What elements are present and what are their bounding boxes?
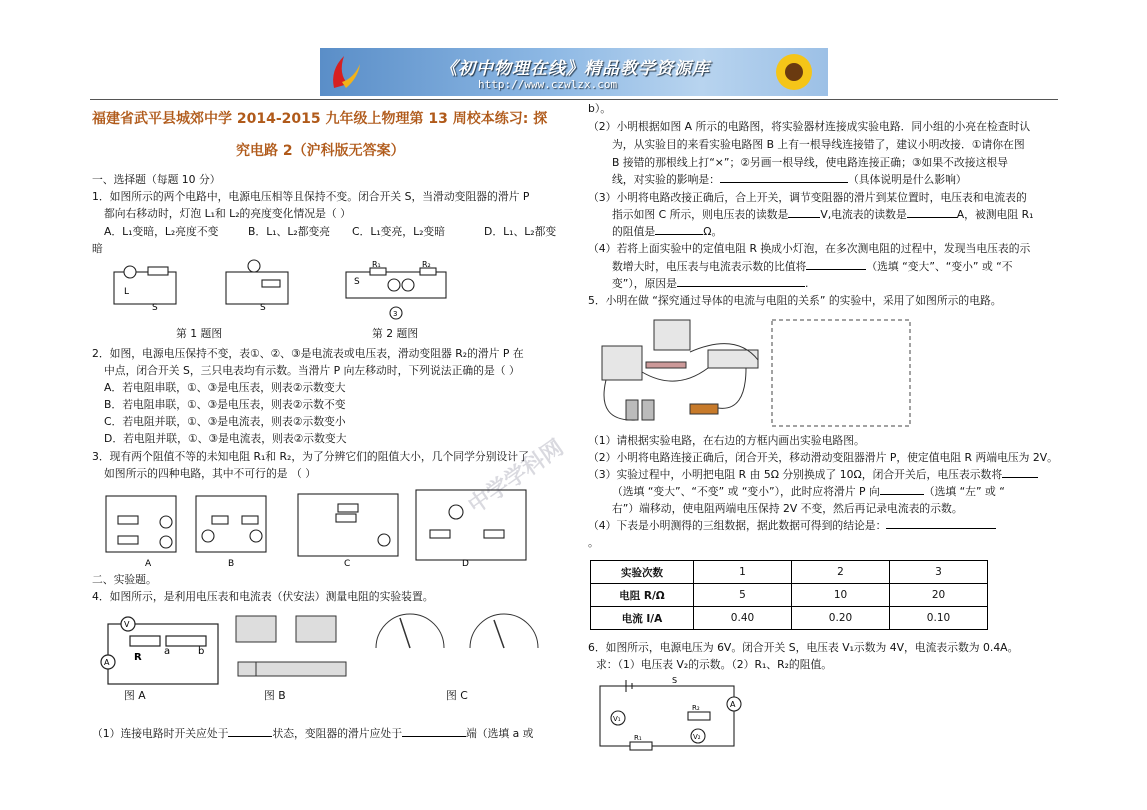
table-cell: 1 (694, 561, 792, 584)
svg-text:R: R (134, 652, 142, 663)
svg-text:R₂: R₂ (692, 704, 700, 712)
q3-line2: 如图所示的四种电路，其中不可行的是 （ ） (104, 467, 317, 480)
svg-text:a: a (164, 646, 171, 657)
page-title-line1: 福建省武平县城郊中学 2014-2015 九年级上物理第 13 周校本练习: 探 (92, 111, 548, 127)
svg-text:D: D (462, 559, 469, 569)
q5-part4-line (588, 518, 996, 533)
q4-part1-tail: b）。 (588, 102, 612, 115)
q2-line1: 2．如图，电源电压保持不变，表①、②、③是电流表或电压表，滑动变阻器 R₂的滑片 P 在 (92, 347, 524, 360)
q4-part4-line3: 变”），原因是 . (612, 277, 809, 290)
q4-part2-line4 (612, 172, 967, 187)
q1-option-d: D．L₁、L₂都变 (484, 225, 557, 238)
q4-part1-blank-2[interactable] (402, 736, 466, 737)
table-cell: 实验次数 (591, 561, 694, 584)
q5-part3-text-c: （选填 “左” 或 “ (923, 485, 1005, 498)
q4-line1: 4．如图所示，是利用电压表和电流表（伏安法）测量电阻的实验装置。 (92, 590, 434, 603)
q1-q2-circuit-figures (108, 258, 548, 322)
table-cell: 20 (890, 584, 988, 607)
svg-text:V: V (124, 620, 130, 629)
table-cell: 10 (792, 584, 890, 607)
table-cell: 0.20 (792, 607, 890, 630)
fig1-caption: 第 1 题图 (176, 327, 223, 340)
table-cell: 电流 I/A (591, 607, 694, 630)
q5-part1: （1）请根据实验电路，在右边的方框内画出实验电路图。 (588, 434, 865, 447)
q4-part3-text-d: 的阻值是 (612, 225, 656, 238)
q4-part2-line1: （2）小明根据如图 A 所示的电路图，将实验器材连接成实验电路．同小组的小亮在检查时认 (588, 120, 1031, 133)
q4-part1-text-b: 状态，变阻器的滑片应处于 (272, 727, 402, 740)
table-header-row (591, 561, 988, 584)
table-cell: 2 (792, 561, 890, 584)
q5-part2: （2）小明将电路连接正确后，闭合开关，移动滑动变阻器滑片 P，使定值电阻 R 两端电压为 2V。 (588, 451, 1058, 464)
q4-part4-line1: （4）若将上面实验中的定值电阻 R 换成小灯泡，在多次测电阻的过程中，发现当电压表的示 (588, 242, 1031, 255)
header-rule (90, 99, 1058, 100)
table-row (591, 607, 988, 630)
q4-part4-text-b: （选填 “变大”、“变小” 或 “不 (866, 260, 1013, 273)
section-heading-choice: 一、选择题（每题 10 分） (92, 173, 221, 186)
q5-part4-tail: 。 (588, 536, 599, 549)
q4-part1-line (92, 726, 533, 741)
q4-figures (100, 606, 570, 702)
svg-text:A: A (730, 700, 736, 709)
svg-text:L: L (124, 287, 130, 297)
q2-option-b: B．若电阻串联，①、③是电压表，则表②示数不变 (104, 398, 346, 411)
q4-part4-line2 (612, 259, 1013, 274)
q5-part3-text-a: （3）实验过程中，小明把电阻 R 由 5Ω 分别换成了 10Ω，闭合开关后，电压表示数将 (588, 468, 1003, 481)
watermark: 中学学科网 (463, 435, 569, 519)
q4-part3-text-e: Ω。 (703, 225, 723, 238)
q5-part3-blank-1[interactable] (1002, 477, 1038, 478)
q5-part3-line3: 右”）端移动，使电阻两端电压保持 2V 不变，然后再记录电流表的示数。 (612, 502, 963, 515)
q6-line1: 6．如图所示，电源电压为 6V。闭合开关 S，电压表 V₁示数为 4V，电流表示数为 0.4A。 (588, 641, 1019, 654)
header-banner (320, 48, 828, 96)
q5-apparatus-figure (596, 312, 916, 430)
svg-text:A: A (104, 658, 110, 667)
q4-part2-text: 线，对实验的影响是： (612, 173, 720, 186)
site-logo-icon (328, 52, 364, 92)
q4-part4-text-c: 变”），原因是 (612, 277, 677, 290)
sunflower-icon (774, 52, 814, 92)
q4-part3-line2 (612, 207, 1033, 222)
svg-text:R₂: R₂ (422, 260, 431, 269)
banner-title: 《初中物理在线》精品教学资源库 (440, 59, 710, 79)
q5-part4-blank[interactable] (886, 528, 996, 529)
q4-part4-text-a: 数增大时，电压表与电流表示数的比值将 (612, 260, 807, 273)
q5-line1: 5．小明在做 “探究通过导体的电流与电阻的关系” 的实验中，采用了如图所示的电路。 (588, 294, 1002, 307)
section-heading-experiment: 二、实验题。 (92, 573, 157, 586)
q4-part3-text-a: 指示如图 C 所示，则电压表的读数是 (612, 208, 789, 221)
q4-part3-current-blank[interactable] (907, 217, 957, 218)
fig-a-caption: 图 A (124, 689, 146, 702)
svg-text:C: C (344, 559, 351, 569)
svg-text:3: 3 (393, 310, 398, 318)
q1-option-b: B．L₁、L₂都变亮 (248, 225, 331, 238)
svg-text:R₁: R₁ (634, 734, 642, 742)
q4-part3-line3 (612, 224, 722, 239)
q5-part3-blank-2[interactable] (880, 494, 924, 495)
q1-line2: 都向右移动时，灯泡 L₁和 L₂的亮度变化情况是（ ） (104, 207, 351, 220)
q4-part4-blank-1[interactable] (806, 269, 866, 270)
table-row (591, 584, 988, 607)
q4-part1-blank-1[interactable] (228, 736, 272, 737)
q6-line2: 求：（1）电压表 V₂的示数。（2）R₁、R₂的阻值。 (596, 658, 833, 671)
page-title-line2: 究电路 2（沪科版无答案） (236, 143, 405, 159)
q6-circuit-figure (596, 674, 746, 754)
table-cell: 0.10 (890, 607, 988, 630)
q3-line1: 3．现有两个阻值不等的未知电阻 R₁和 R₂，为了分辨它们的阻值大小，几个同学分别设计了 (92, 450, 529, 463)
q4-part1-text-c: 端（选填 a 或 (466, 727, 534, 740)
q2-option-a: A．若电阻串联，①、③是电压表，则表②示数变大 (104, 381, 346, 394)
q5-part4-text: （4）下表是小明测得的三组数据，据此数据可得到的结论是： (588, 519, 887, 532)
fig-c-caption: 图 C (446, 689, 468, 702)
q5-part3-line1 (588, 467, 1038, 482)
svg-text:S: S (260, 303, 266, 313)
q2-line2: 中点，闭合开关 S，三只电表均有示数。当滑片 P 向左移动时，下列说法正确的是（ ） (104, 364, 520, 377)
svg-text:b: b (198, 646, 205, 657)
svg-text:S: S (152, 303, 158, 313)
q4-part3-resistance-blank[interactable] (655, 234, 703, 235)
q4-part3-text-b: V,电流表的读数是 (820, 208, 907, 221)
q4-part1-text-a: （1）连接电路时开关应处于 (92, 727, 229, 740)
svg-text:R₁: R₁ (372, 260, 381, 269)
q2-option-c: C．若电阻并联，①、③是电流表，则表②示数变小 (104, 415, 346, 428)
table-cell: 0.40 (694, 607, 792, 630)
table-cell: 5 (694, 584, 792, 607)
q2-option-d: D．若电阻并联，①、③是电流表，则表②示数变大 (104, 432, 347, 445)
q4-part2-line3: B 接错的那根线上打“×”；②另画一根导线，使电路连接正确；③如果不改接这根导 (612, 156, 1008, 169)
q5-part3-line2 (612, 484, 1005, 499)
q1-option-c: C．L₁变亮，L₂变暗 (352, 225, 446, 238)
q4-part2-tail: （具体说明是什么影响） (847, 173, 967, 186)
q4-part3-line1: （3）小明将电路改接正确后，合上开关，调节变阻器的滑片到某位置时，电压表和电流表的 (588, 191, 1027, 204)
table-cell: 电阻 R/Ω (591, 584, 694, 607)
q4-part2-line2: 为，从实验目的来看实验电路图 B 上有一根导线连接错了，建议小明改接．①请你在图 (612, 138, 1025, 151)
q1-option-d-tail: 暗 (92, 242, 103, 255)
fig-b-caption: 图 B (264, 689, 286, 702)
svg-text:S: S (672, 676, 678, 685)
q5-part3-text-b: （选填 “变大”、“不变” 或 “变小”），此时应将滑片 P 向 (612, 485, 880, 498)
q1-option-a: A．L₁变暗，L₂亮度不变 (104, 225, 219, 238)
svg-text:A: A (145, 559, 152, 569)
q4-part3-voltage-blank[interactable] (788, 217, 820, 218)
svg-text:B: B (228, 559, 235, 569)
fig2-caption: 第 2 题图 (372, 327, 419, 340)
q4-part4-blank-2[interactable] (677, 286, 805, 287)
table-cell: 3 (890, 561, 988, 584)
q1-line1: 1．如图所示的两个电路中，电源电压相等且保持不变。闭合开关 S，当滑动变阻器的滑片 P (92, 190, 530, 203)
svg-text:V₂: V₂ (693, 733, 701, 741)
svg-text:S: S (354, 277, 360, 287)
banner-url[interactable]: http://www.czwlzx.com (478, 78, 618, 91)
q4-part2-blank[interactable] (720, 182, 848, 183)
q4-part3-text-c: A，被测电阻 R₁ (956, 208, 1034, 221)
svg-text:V₁: V₁ (613, 715, 621, 723)
data-table (590, 560, 988, 630)
circuit-drawing-box (772, 320, 910, 426)
